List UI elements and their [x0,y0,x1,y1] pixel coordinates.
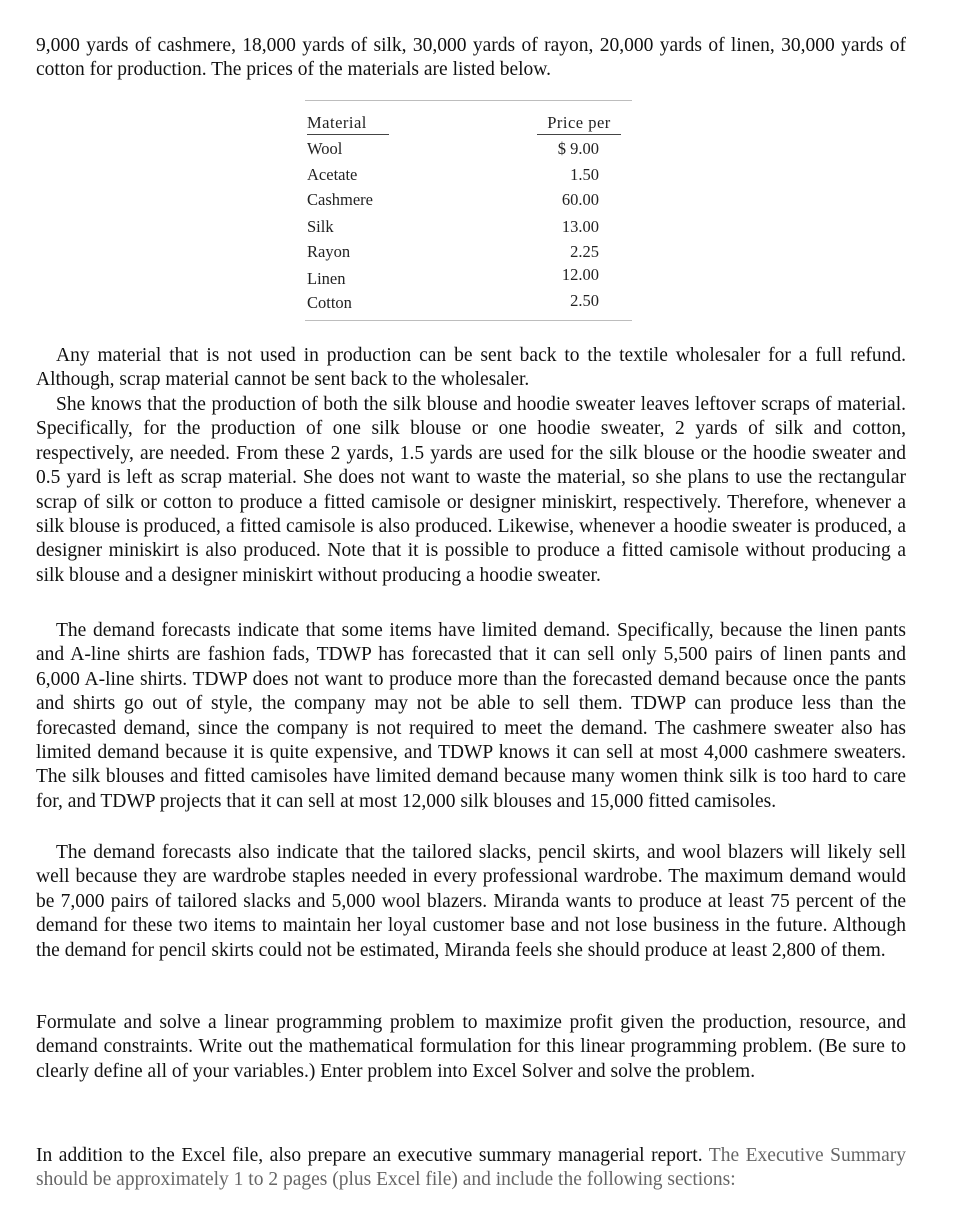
price-cell: 1.50 [570,165,599,184]
formulate-instructions: Formulate and solve a linear programming problem to maximize profit given the production, resource, and demand constraints. Write out the mathematical formulation for this linear programming problem. (Be sure to clearly define all of your variables.) Enter problem into Excel Solver and solve the problem. [36,1012,906,1082]
price-cell: $ 9.00 [557,139,599,158]
price-cell: 60.00 [561,190,599,209]
table-row [305,217,632,241]
price-cell: 2.50 [570,291,599,310]
price-cell: 12.00 [561,265,599,284]
intro-paragraph: 9,000 yards of cashmere, 18,000 yards of silk, 30,000 yards of rayon, 20,000 yards of linen, 30,000 yards of cotton for production. The prices of the materials are listed below. [36,35,906,81]
material-cell: Cashmere [307,190,373,209]
material-cell: Cotton [307,293,352,312]
paragraph-staples-demand: The demand forecasts also indicate that the tailored slacks, pencil skirts, and wool blazers will likely sell well because they are wardrobe staples needed in every professional wardrobe. The maximum demand would be 7,000 pairs of tailored slacks and 5,000 wool blazers. Miranda wants to produce at least 75 percent of the demand for these two items to maintain her loyal customer base and not lose business in the future. Although the demand for pencil skirts could not be estimated, Miranda feels she should produce at least 2,800 of them. [36,842,906,961]
table-row [305,165,632,189]
paragraph-scraps: She knows that the production of both the silk blouse and hoodie sweater leaves leftover scraps of material. Specifically, for the production of one silk blouse or one hoodie sweater, 2 yards of silk and cotton, respectively, are needed. From these 2 yards, 1.5 yards are used for the silk blouse or the hoodie sweater and 0.5 yard is left as scrap material. She does not want to waste the material, so she plans to use the rectangular scrap of silk or cotton to produce a fitted camisole or designer miniskirt, respectively. Therefore, whenever a silk blouse is produced, a fitted camisole is also produced. Likewise, whenever a hoodie sweater is produced, a designer miniskirt is also produced. Note that it is possible to produce a fitted camisole without producing a silk blouse and a designer miniskirt without producing a hoodie sweater. [36,394,906,586]
price-cell: 13.00 [561,217,599,236]
executive-summary-instructions [36,1144,906,1193]
column-header-price: Price per [537,113,621,135]
table-row [305,265,632,289]
table-row [305,190,632,214]
material-cell: Silk [307,217,334,236]
material-cell: Acetate [307,165,358,184]
column-header-material: Material [307,113,389,135]
table-row [305,291,632,315]
paragraph-limited-demand: The demand forecasts indicate that some items have limited demand. Specifically, because the linen pants and A-line shirts are fashion fads, TDWP has forecasted that it can sell only 5,500 pairs of linen pants and 6,000 A-line shirts. TDWP does not want to produce more than the forecasted demand because once the pants and shirts go out of style, the company may not be able to sell them. TDWP can produce less than the forecasted demand, since the company is not required to meet the demand. The cashmere sweater also has limited demand because it is quite expensive, and TDWP knows it can sell at most 4,000 cashmere sweaters. The silk blouses and fitted camisoles have limited demand because many women think silk is too hard to care for, and TDWP projects that it can sell at most 12,000 silk blouses and 15,000 fitted camisoles. [36,620,906,812]
executive-summary-detail: The Executive Summary should be approximately 1 to 2 pages (plus Excel file) and include the following sections: [36,1145,906,1191]
material-cell: Rayon [307,242,351,261]
price-cell: 2.25 [570,242,599,261]
executive-summary-lead: In addition to the Excel file, also prepare an executive summary managerial report. [36,1145,703,1166]
table-row [305,242,632,266]
material-cell: Wool [307,139,343,158]
table-row [305,139,632,163]
material-cell: Linen [307,269,346,288]
materials-price-table [305,100,632,321]
paragraph-refund: Any material that is not used in production can be sent back to the textile wholesaler for a full refund. Although, scrap material cannot be sent back to the wholesaler. [36,345,906,391]
